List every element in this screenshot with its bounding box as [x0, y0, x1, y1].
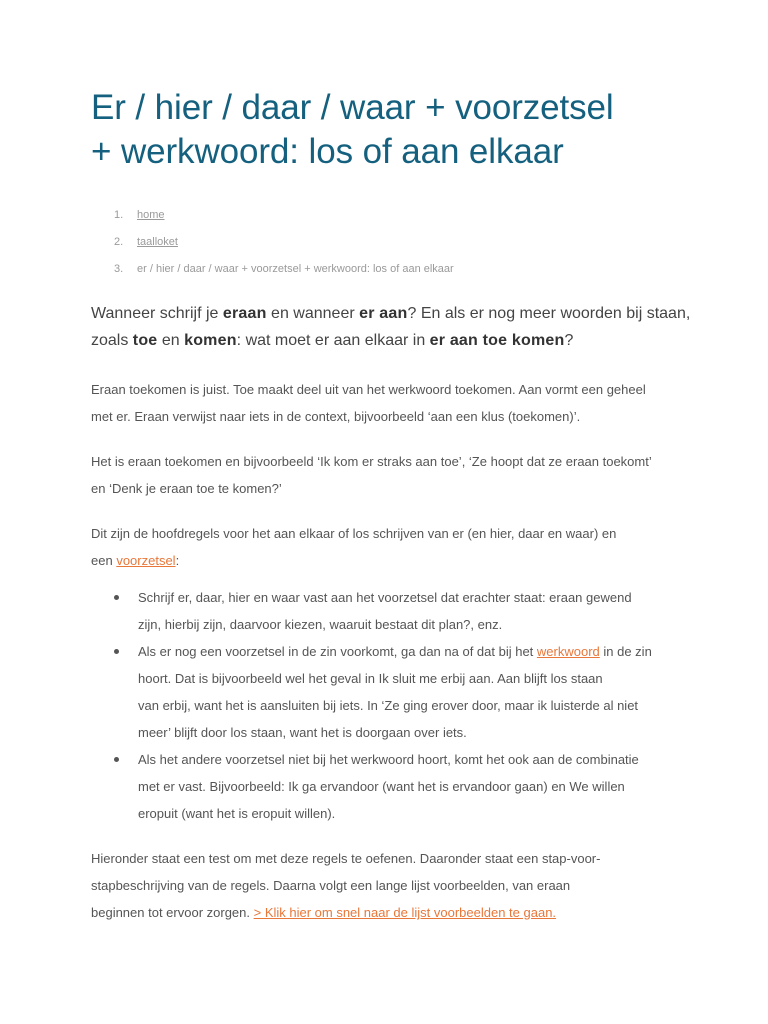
- paragraph-line: beginnen tot ervoor zorgen.: [91, 905, 254, 920]
- link-voorbeelden[interactable]: > Klik hier om snel naar de lijst voorbeelden te gaan.: [253, 905, 557, 920]
- title-line-1: Er / hier / daar / waar + voorzetsel: [91, 88, 614, 127]
- paragraph-line: Het is eraan toekomen en bijvoorbeeld ‘Ik kom er straks aan toe’, ‘Ze hoopt dat ze eraan toekomt’: [91, 454, 652, 469]
- breadcrumb-item-taalloket: [91, 229, 691, 256]
- paragraph-line: een: [91, 553, 117, 568]
- list-line: meer’ blijft door los staan, want het is doorgaan over iets.: [138, 725, 467, 740]
- lead-bold: komen: [184, 332, 237, 349]
- paragraph-examples: [91, 448, 691, 502]
- list-line: hoort. Dat is bijvoorbeeld wel het geval in Ik sluit me erbij aan. Aan blijft los staan: [138, 671, 603, 686]
- list-line: met er vast. Bijvoorbeeld: Ik ga ervandoor (want het is ervandoor gaan) en We willen: [138, 779, 625, 794]
- title-line-2: + werkwoord: los of aan elkaar: [91, 132, 564, 171]
- page-title: [91, 86, 691, 174]
- list-line: Als het andere voorzetsel niet bij het werkwoord hoort, komt het ook aan de combinatie: [138, 752, 639, 767]
- lead-bold: eraan: [222, 305, 267, 322]
- lead-bold: toe: [132, 332, 158, 349]
- lead-text: ?: [564, 332, 574, 349]
- link-werkwoord[interactable]: werkwoord: [536, 644, 600, 659]
- list-item: [91, 746, 691, 827]
- list-item: [91, 584, 691, 638]
- list-line: zijn, hierbij zijn, daarvoor kiezen, waaruit bestaat dit plan?, enz.: [138, 617, 503, 632]
- lead-question: [91, 300, 691, 354]
- lead-text: en wanneer: [266, 305, 360, 322]
- list-text: Als er nog een voorzetsel in de zin voorkomt, ga dan na of dat bij het: [138, 644, 537, 659]
- list-line: eropuit (want het is eropuit willen).: [138, 806, 336, 821]
- paragraph-line: en ‘Denk je eraan toe te komen?’: [91, 481, 282, 496]
- breadcrumb-number: 3.: [114, 263, 124, 275]
- lead-bold: er aan: [359, 305, 408, 322]
- lead-text: en: [157, 332, 185, 349]
- paragraph-line: :: [175, 553, 180, 568]
- bullet-icon: [114, 595, 119, 600]
- article: [91, 86, 691, 926]
- list-line: van erbij, want het is aansluiten bij iets. In ‘Ze ging erover door, maar ik luisterde al niet: [138, 698, 639, 713]
- breadcrumb-item-current: [91, 256, 691, 283]
- breadcrumb-link-home[interactable]: home: [137, 209, 165, 221]
- list-text: in de zin: [599, 644, 652, 659]
- breadcrumb: [91, 202, 691, 283]
- paragraph-line: met er. Eraan verwijst naar iets in de context, bijvoorbeeld ‘aan een klus (toekomen)’.: [91, 409, 581, 424]
- breadcrumb-number: 1.: [114, 209, 124, 221]
- paragraph-line: Eraan toekomen is juist. Toe maakt deel uit van het werkwoord toekomen. Aan vormt een geheel: [91, 382, 646, 397]
- paragraph-test-intro: [91, 845, 691, 926]
- paragraph-line: Dit zijn de hoofdregels voor het aan elkaar of los schrijven van er (en hier, daar en waar) en: [91, 526, 617, 541]
- paragraph-hoofdregels: [91, 520, 691, 574]
- link-voorzetsel[interactable]: voorzetsel: [116, 553, 176, 568]
- breadcrumb-number: 2.: [114, 236, 124, 248]
- bullet-icon: [114, 649, 119, 654]
- lead-text: Wanneer schrijf je: [91, 305, 223, 322]
- breadcrumb-item-home: [91, 202, 691, 229]
- lead-text: : wat moet er aan elkaar in: [236, 332, 430, 349]
- breadcrumb-current: er / hier / daar / waar + voorzetsel + werkwoord: los of aan elkaar: [137, 263, 454, 275]
- list-line: [138, 638, 691, 665]
- lead-bold: er aan toe komen: [429, 332, 565, 349]
- paragraph-eraan-toekomen: [91, 376, 691, 430]
- paragraph-line: Hieronder staat een test om met deze regels te oefenen. Daaronder staat een stap-voor-: [91, 851, 601, 866]
- rules-list: [91, 584, 691, 827]
- lead-text: zoals: [91, 332, 133, 349]
- lead-text: ? En als er nog meer woorden bij staan,: [407, 305, 691, 322]
- list-line: Schrijf er, daar, hier en waar vast aan het voorzetsel dat erachter staat: eraan gewend: [138, 590, 632, 605]
- bullet-icon: [114, 757, 119, 762]
- breadcrumb-link-taalloket[interactable]: taalloket: [137, 236, 178, 248]
- list-item: [91, 638, 691, 746]
- paragraph-line: stapbeschrijving van de regels. Daarna volgt een lange lijst voorbeelden, van eraan: [91, 878, 571, 893]
